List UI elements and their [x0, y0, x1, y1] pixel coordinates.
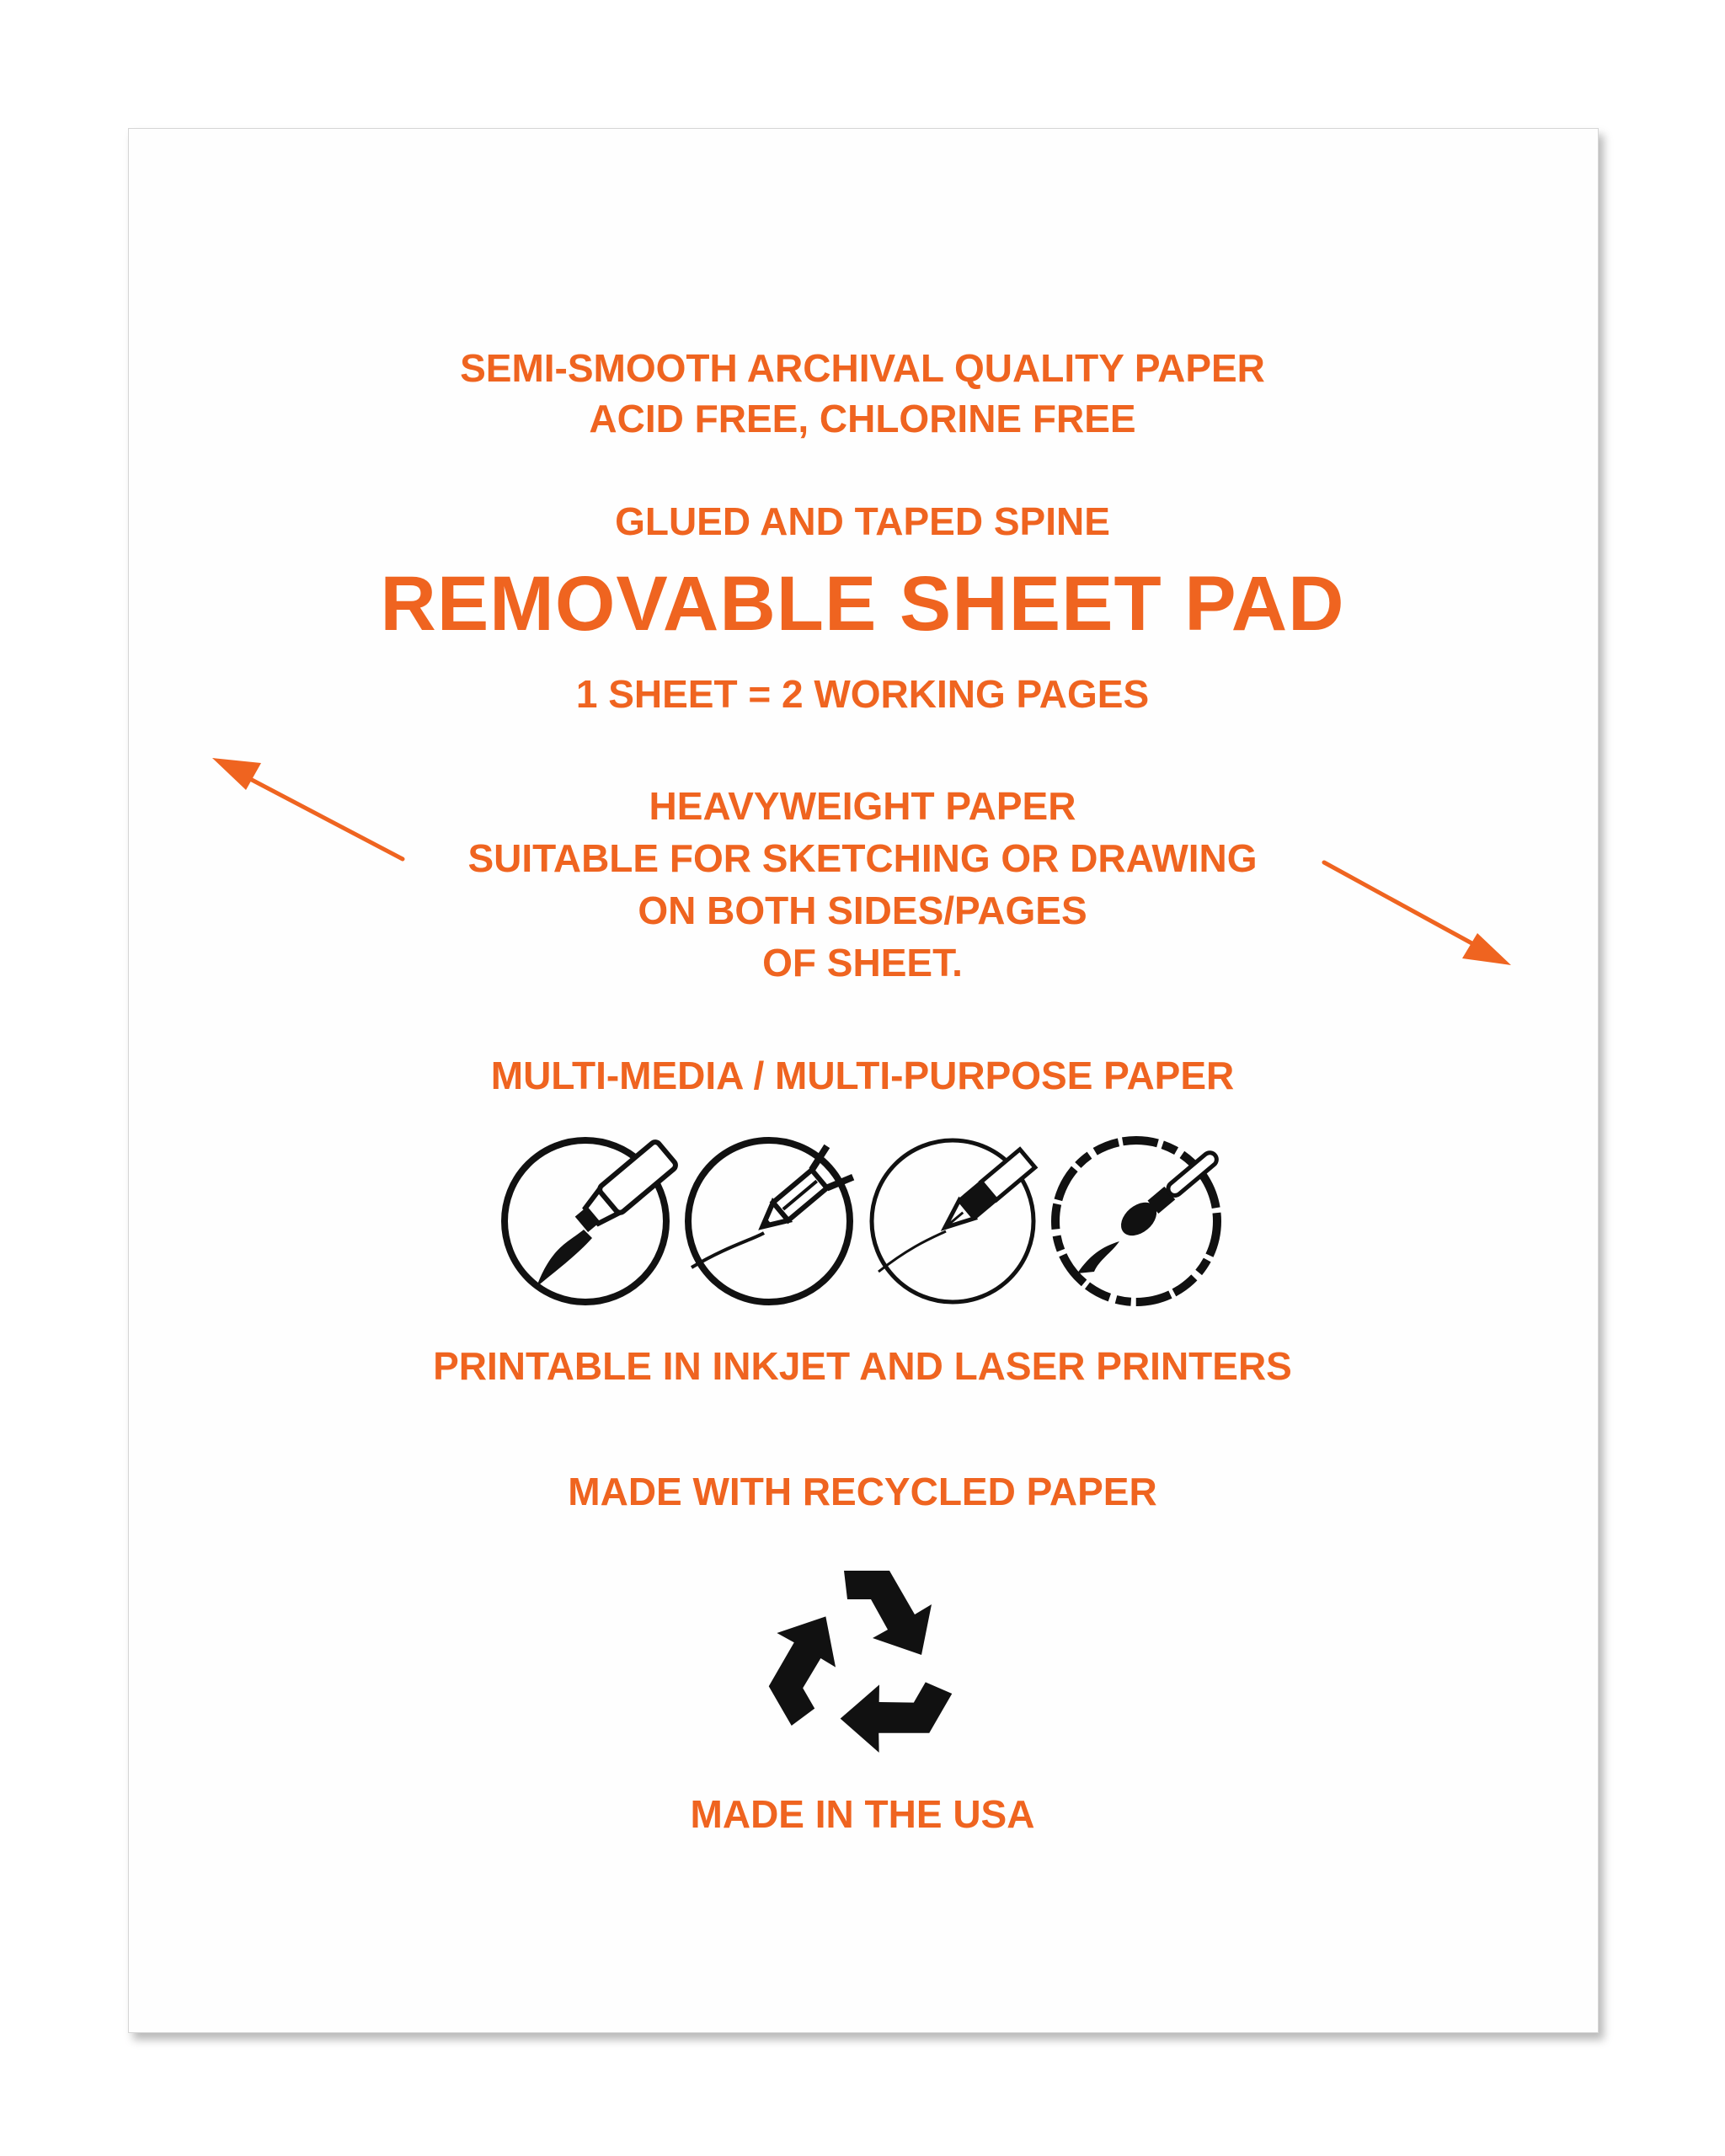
spine-label: GLUED AND TAPED SPINE: [615, 499, 1110, 543]
weight-line-1: HEAVYWEIGHT PAPER: [649, 784, 1076, 828]
headline-title: REMOVABLE SHEET PAD: [380, 561, 1345, 647]
pen-nib-tool-icon: [872, 1140, 1036, 1302]
pages-note: 1 SHEET = 2 WORKING PAGES: [575, 672, 1150, 716]
media-label: MULTI-MEDIA / MULTI-PURPOSE PAPER: [490, 1054, 1235, 1097]
arrow-down-right-icon: [1306, 851, 1525, 985]
drawing-tools-icons: [497, 1133, 1230, 1310]
spec-line-acid-free: ACID FREE, CHLORINE FREE: [589, 397, 1136, 440]
weight-line-3: ON BOTH SIDES/PAGES: [638, 889, 1087, 932]
paintbrush-tool-icon: [1055, 1140, 1224, 1302]
weight-line-2: SUITABLE FOR SKETCHING OR DRAWING: [467, 836, 1258, 880]
recycle-icon: [751, 1554, 974, 1764]
origin-note: MADE IN THE USA: [690, 1792, 1035, 1836]
printing-note: PRINTABLE IN INKJET AND LASER PRINTERS: [433, 1344, 1292, 1388]
weight-line-4: OF SHEET.: [762, 941, 963, 985]
marker-tool-icon: [505, 1140, 677, 1302]
arrow-up-left-icon: [202, 741, 421, 876]
recycled-note: MADE WITH RECYCLED PAPER: [568, 1470, 1157, 1513]
pencil-tool-icon: [688, 1140, 853, 1302]
spec-line-archival: SEMI-SMOOTH ARCHIVAL QUALITY PAPER: [460, 346, 1265, 390]
